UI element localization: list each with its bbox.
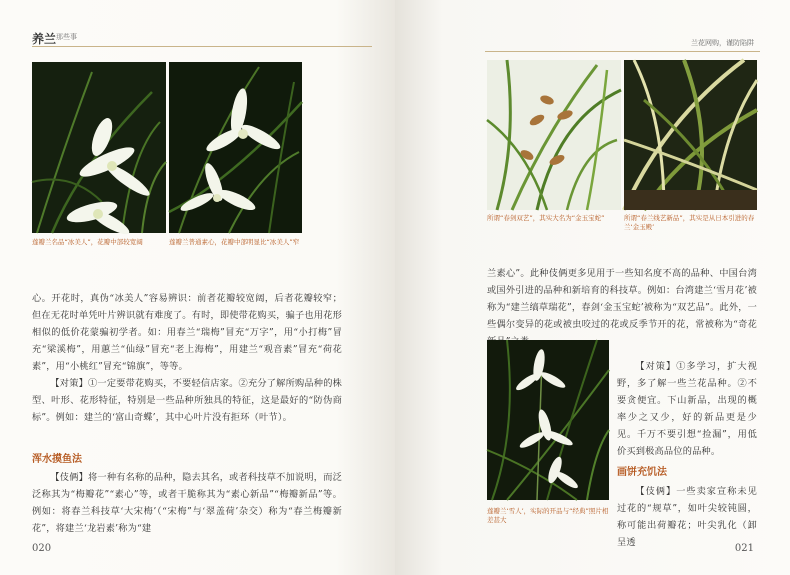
caption-photo2: 莲瓣兰普通素心，花瓣中部明显比“冰美人”窄 (169, 238, 300, 246)
body-text-right-bottom (617, 483, 757, 548)
header-logo: 养兰 (32, 32, 57, 46)
page-number-right: 021 (734, 543, 754, 554)
right-page (395, 0, 790, 575)
caption-photo3: 所谓“春剑双艺”，其实大名为“金玉宝蛇” (487, 214, 605, 222)
orchid-photo-variegated-leaves (624, 60, 757, 210)
body-text-left (32, 290, 342, 426)
body-text-left-lower (32, 469, 342, 549)
section-title-painted-cake: 画饼充饥法 (617, 467, 667, 478)
paragraph-trick-painted-cake: 【伎俩】一些卖家宣称未见过花的“规草”，如叶尖较钝圆，称可能出荷瓣花；叶尖乳化（卸呈透 (617, 486, 757, 548)
orchid-photo-lianban-sushin (169, 62, 302, 233)
body-text-right-top (487, 265, 757, 350)
body-text-right-side (617, 358, 757, 460)
paragraph-fake-identification: 心。开花时，真伪“冰美人”容易辨识：前者花瓣较宽阔，后者花瓣较窄；但在无花时单凭叶片辨识就有难度了。有时，即使带花购买，骗子也用花形相似的低价花蒙骗初学者。如：用春兰“瑞梅”冒充“万字”，用“小打梅”冒充“梁溪梅”，用蕙兰“仙绿”冒充“老上海梅”，用建兰“观音素”冒充“荷花素”，用“小桃红”冒充“锦旗”，等等。 (32, 293, 342, 372)
paragraph-trick-continued: 兰素心”。此种伎俩更多见用于一些知名度不高的品种、中国台湾或国外引进的品种和新培育的科技草。例如：台湾建兰‘雪月花’被称为“建兰缟草瑞花”，春剑‘金玉宝蛇’被称为“双艺品”。此外，一些偶尔变异的花或被虫咬过的花或反季节开的花，常被称为“奇花 (487, 268, 757, 330)
header-rule-right (485, 51, 760, 52)
page-number-left: 020 (32, 543, 52, 554)
orchid-photo-bingmeiren (32, 62, 166, 233)
paragraph-trick-renaming: 【伎俩】将一种有名称的品种，隐去其名，或者科技草不加说明，而泛泛称其为“梅瓣花”“素心”等，或者干脆称其为“素心新品”“梅瓣新品”等。例如：将春兰科技草‘大宋梅’（“宋梅”与‘翠盖荷’杂交）称为“春兰梅瓣新花”，将建兰‘龙岩素’称为“建 (32, 472, 342, 534)
caption-photo4: 所谓“春兰线艺新品”，其实是从日本引进的春兰‘金玉殿’ (624, 214, 755, 231)
orchid-photo-xueren (487, 340, 609, 500)
caption-photo1: 莲瓣兰名品“冰美人”，花瓣中部较宽阔 (32, 238, 143, 246)
orchid-photo-chunjian-shuangyi (487, 60, 621, 210)
header-subtitle: 那些事 (56, 33, 77, 41)
section-title-muddy-water: 浑水摸鱼法 (32, 454, 82, 465)
paragraph-countermeasure: 【对策】①一定要带花购买，不要轻信店家。②充分了解所购品种的株型、叶形、花形特征，特别是一些品种所独具的特征，这是最好的“防伪商标”。例如：建兰的‘富山奇蝶’，其中心叶片没有拒环（叶节）。 (32, 378, 342, 423)
caption-photo5: 莲瓣兰‘雪人’，实际的开品与“经典”照片相差甚大 (487, 507, 609, 524)
paragraph-countermeasure-2: 【对策】①多学习，扩大视野，多了解一些兰花品种。②不要贪便宜。下山新品，出现的概率少之又少，好的新品更是少见。千万不要引想“捡漏”，用低价买到极高品位的品种。 (617, 361, 757, 457)
header-chapter-title: 兰花网购，谨防陷阱 (691, 39, 754, 47)
header-rule (32, 46, 372, 47)
